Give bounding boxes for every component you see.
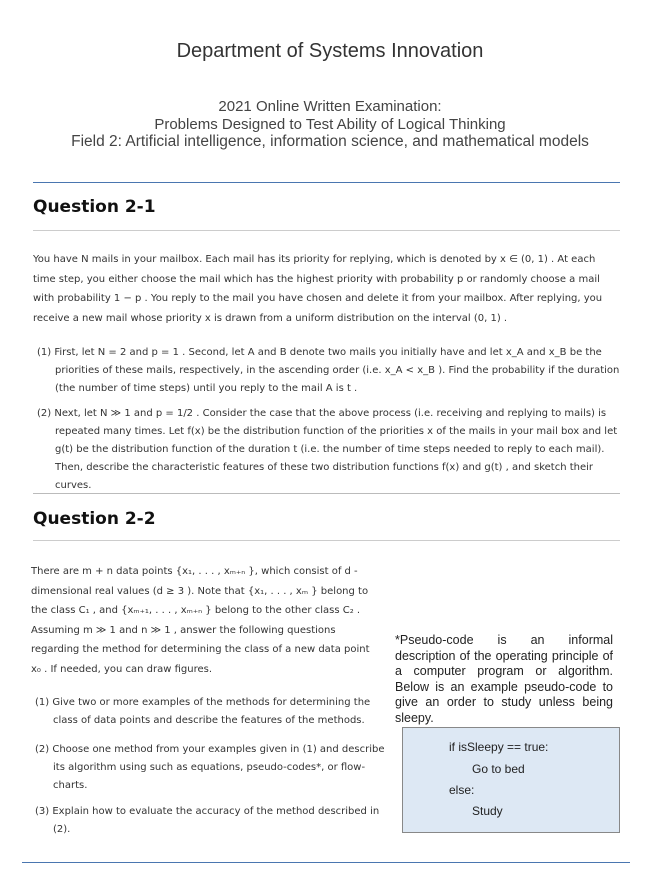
divider — [22, 862, 630, 863]
divider — [33, 182, 620, 183]
code-line: Go to bed — [472, 762, 525, 776]
exam-subtitle: 2021 Online Written Examination: — [218, 98, 442, 115]
divider — [33, 493, 620, 494]
question-item: (1) Give two or more examples of the methods for determining the class of data points and describe the features of the methods. — [35, 697, 371, 726]
exam-subtitle: Problems Designed to Test Ability of Logical Thinking — [154, 116, 506, 133]
pseudo-code-note: *Pseudo-code is an informal description of the operating principle of a computer program or algorithm. Below is an example pseudo-code to give an order to study unless being sleepy. — [395, 633, 613, 725]
question-intro: There are m + n data points {x₁, . . . , xₘ₊ₙ }, which consist of d -dimensional real values (d ≥ 3 ). Note that {x₁, . . . , xₘ } belong to the class C₁ , and {xₘ₊₁, . . . , xₘ₊ₙ } belong to the other class C₂ . Assuming m ≫ 1 and n ≫ 1 , answer the following questions regarding the method for determining the class of a new data point x₀ . If needed, you can draw figures. — [31, 566, 370, 675]
question-item: (3) Explain how to evaluate the accuracy of the method described in (2). — [35, 806, 380, 835]
code-line: else: — [449, 783, 475, 797]
pseudo-code-box — [402, 727, 620, 833]
exam-field: Field 2: Artificial intelligence, information science, and mathematical models — [71, 133, 589, 150]
question-item: (1) First, let N = 2 and p = 1 . Second, let A and B denote two mails you initially have and let x_A and x_B be the priorities of these mails, respectively, in the ascending order (i.e. x_A < x_B ). Find the probability if the duration (the number of time steps) until you reply to the mail A is t . — [37, 347, 620, 394]
question-item: (2) Next, let N ≫ 1 and p = 1/2 . Consider the case that the above process (i.e. receiving and replying to mails) is repeated many times. Let f(x) be the distribution function of the priorities x of the mails in your mail box and let g(t) be the distribution function of the duration t (i.e. the number of time steps needed to reply to each mail). Then, describe the characteristic features of these two distribution functions f(x) and g(t) , and sketch their curves. — [37, 408, 618, 491]
code-line: Study — [472, 804, 503, 818]
divider — [33, 230, 620, 231]
question-item: (2) Choose one method from your examples given in (1) and describe its algorithm using such as equations, pseudo-codes*, or flow-charts. — [35, 744, 385, 791]
department-title: Department of Systems Innovation — [176, 40, 484, 62]
question-intro: You have N mails in your mailbox. Each mail has its priority for replying, which is denoted by x ∈ (0, 1) . At each time step, you either choose the mail which has the highest priority with probability p or randomly choose a mail with probability 1 − p . You reply to the mail you have chosen and delete it from your mailbox. After replying, you receive a new mail whose priority x is drawn from a uniform distribution on the interval (0, 1) . — [33, 254, 603, 324]
divider — [33, 540, 620, 541]
question-heading: Question 2-2 — [33, 509, 156, 529]
question-heading: Question 2-1 — [33, 197, 156, 217]
code-line: if isSleepy == true: — [449, 740, 549, 754]
